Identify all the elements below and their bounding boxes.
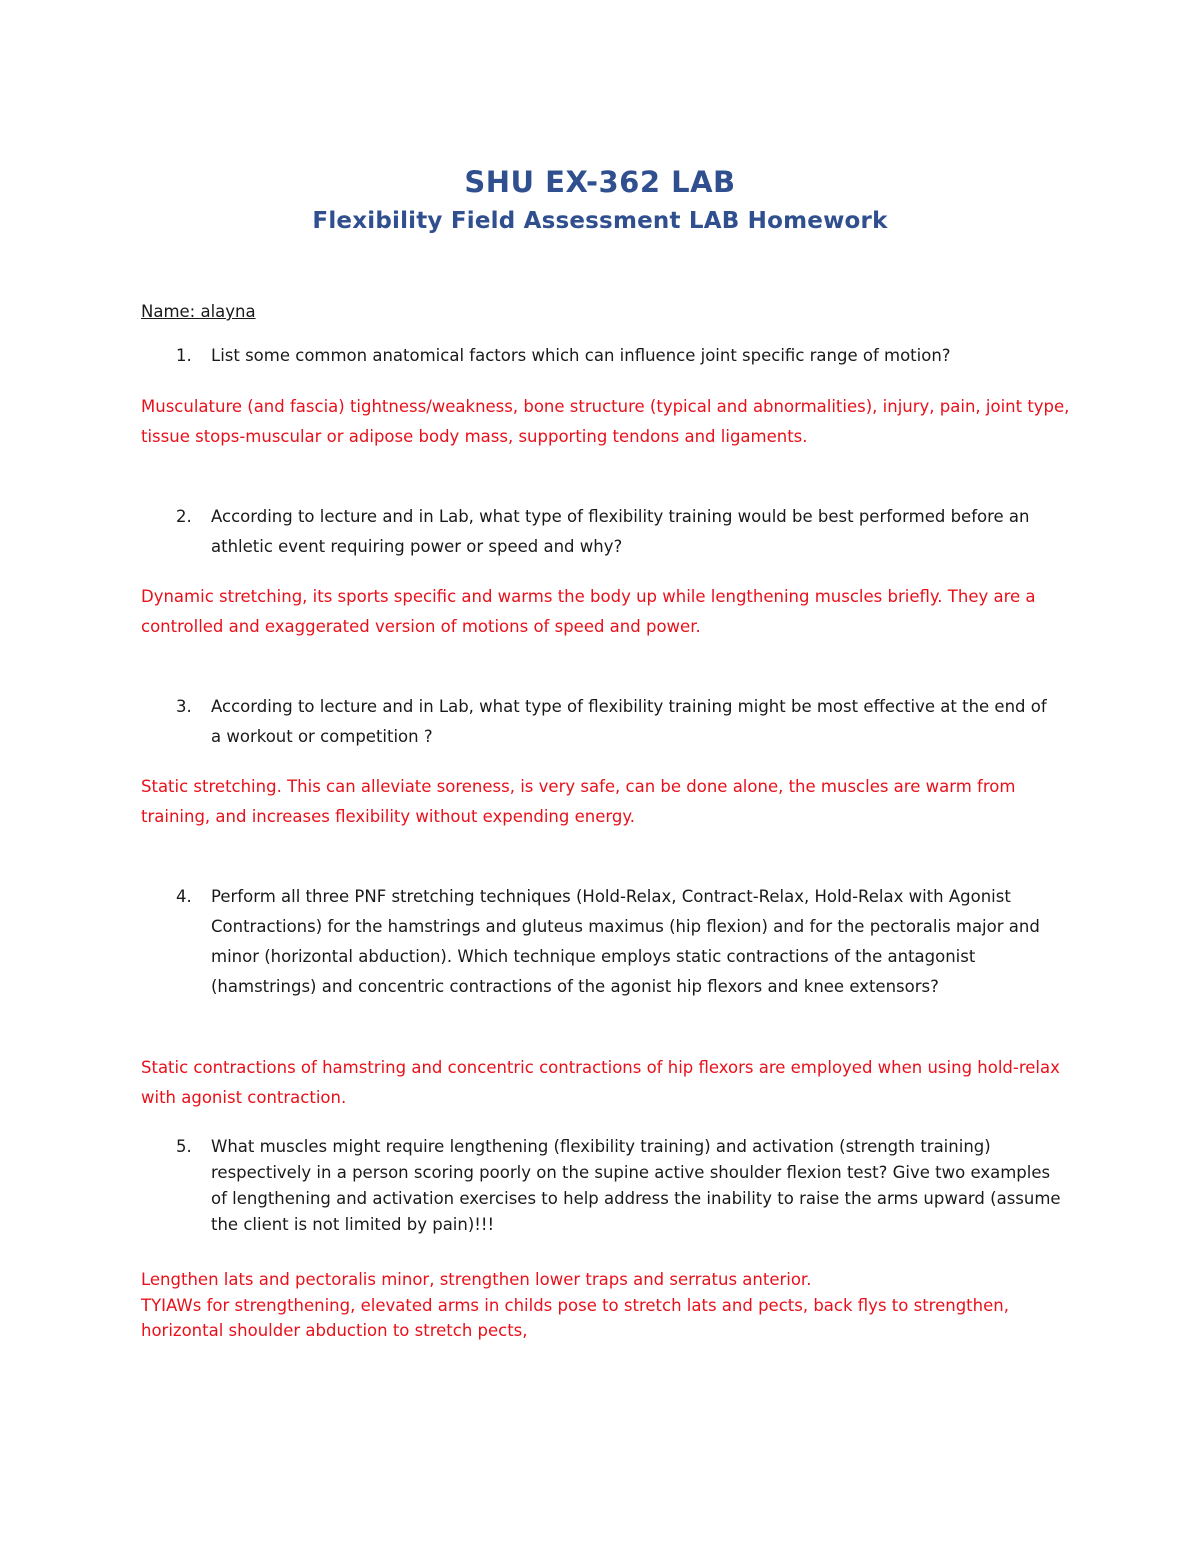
question-number: 2. — [176, 507, 192, 526]
answer-3: Static stretching. This can alleviate soreness, is very safe, can be done alone, the muscles are warm from training, and increases flexibility without expending energy. — [141, 777, 1016, 826]
question-2 — [141, 502, 1061, 562]
question-text: According to lecture and in Lab, what type of flexibility training would be best performed before an athletic event requiring power or speed and why? — [211, 507, 1030, 556]
answer-5: Lengthen lats and pectoralis minor, strengthen lower traps and serratus anterior. — [141, 1270, 812, 1289]
question-5 — [141, 1134, 1061, 1238]
document-title: SHU EX-362 LAB — [464, 165, 736, 199]
answer-1: Musculature (and fascia) tightness/weakness, bone structure (typical and abnormalities), injury, pain, joint type, tissue stops-muscular or adipose body mass, supporting tendons and ligaments. — [141, 397, 1070, 446]
question-text: According to lecture and in Lab, what type of flexibility training might be most effective at the end of a workout or competition ? — [211, 697, 1047, 746]
question-text: List some common anatomical factors which can influence joint specific range of motion? — [211, 346, 951, 365]
answer-2: Dynamic stretching, its sports specific and warms the body up while lengthening muscles briefly. They are a controlled and exaggerated version of motions of speed and power. — [141, 587, 1036, 636]
question-text: Perform all three PNF stretching techniques (Hold-Relax, Contract-Relax, Hold-Relax with Agonist Contractions) for the hamstrings and gluteus maximus (hip flexion) and for the pectoralis major and minor (horizontal abduction). Which technique employs static contractions of the antagonist (hamstrings) and concentric contractions of the agonist hip flexors and knee extensors? — [211, 887, 1040, 996]
question-number: 1. — [176, 346, 192, 365]
answer-5-examples: TYIAWs for strengthening, elevated arms in childs pose to stretch lats and pects, back flys to strengthen, horizontal shoulder abduction to stretch pects, — [141, 1296, 1009, 1340]
question-3 — [141, 692, 1061, 752]
question-text: What muscles might require lengthening (flexibility training) and activation (strength training) respectively in a person scoring poorly on the supine active shoulder flexion test? Give two examples of lengthening and activation exercises to help address the inability to raise the arms upward (assume the client is not limited by pain)!!! — [211, 1137, 1061, 1234]
answer-4: Static contractions of hamstring and concentric contractions of hip flexors are employed when using hold-relax with agonist contraction. — [141, 1058, 1060, 1107]
document-subtitle: Flexibility Field Assessment LAB Homework — [312, 208, 888, 234]
question-number: 4. — [176, 887, 192, 906]
question-number: 5. — [176, 1137, 192, 1156]
student-name: Name: alayna — [141, 302, 256, 321]
question-1 — [141, 341, 1061, 371]
question-4 — [141, 882, 1061, 1002]
question-number: 3. — [176, 697, 192, 716]
